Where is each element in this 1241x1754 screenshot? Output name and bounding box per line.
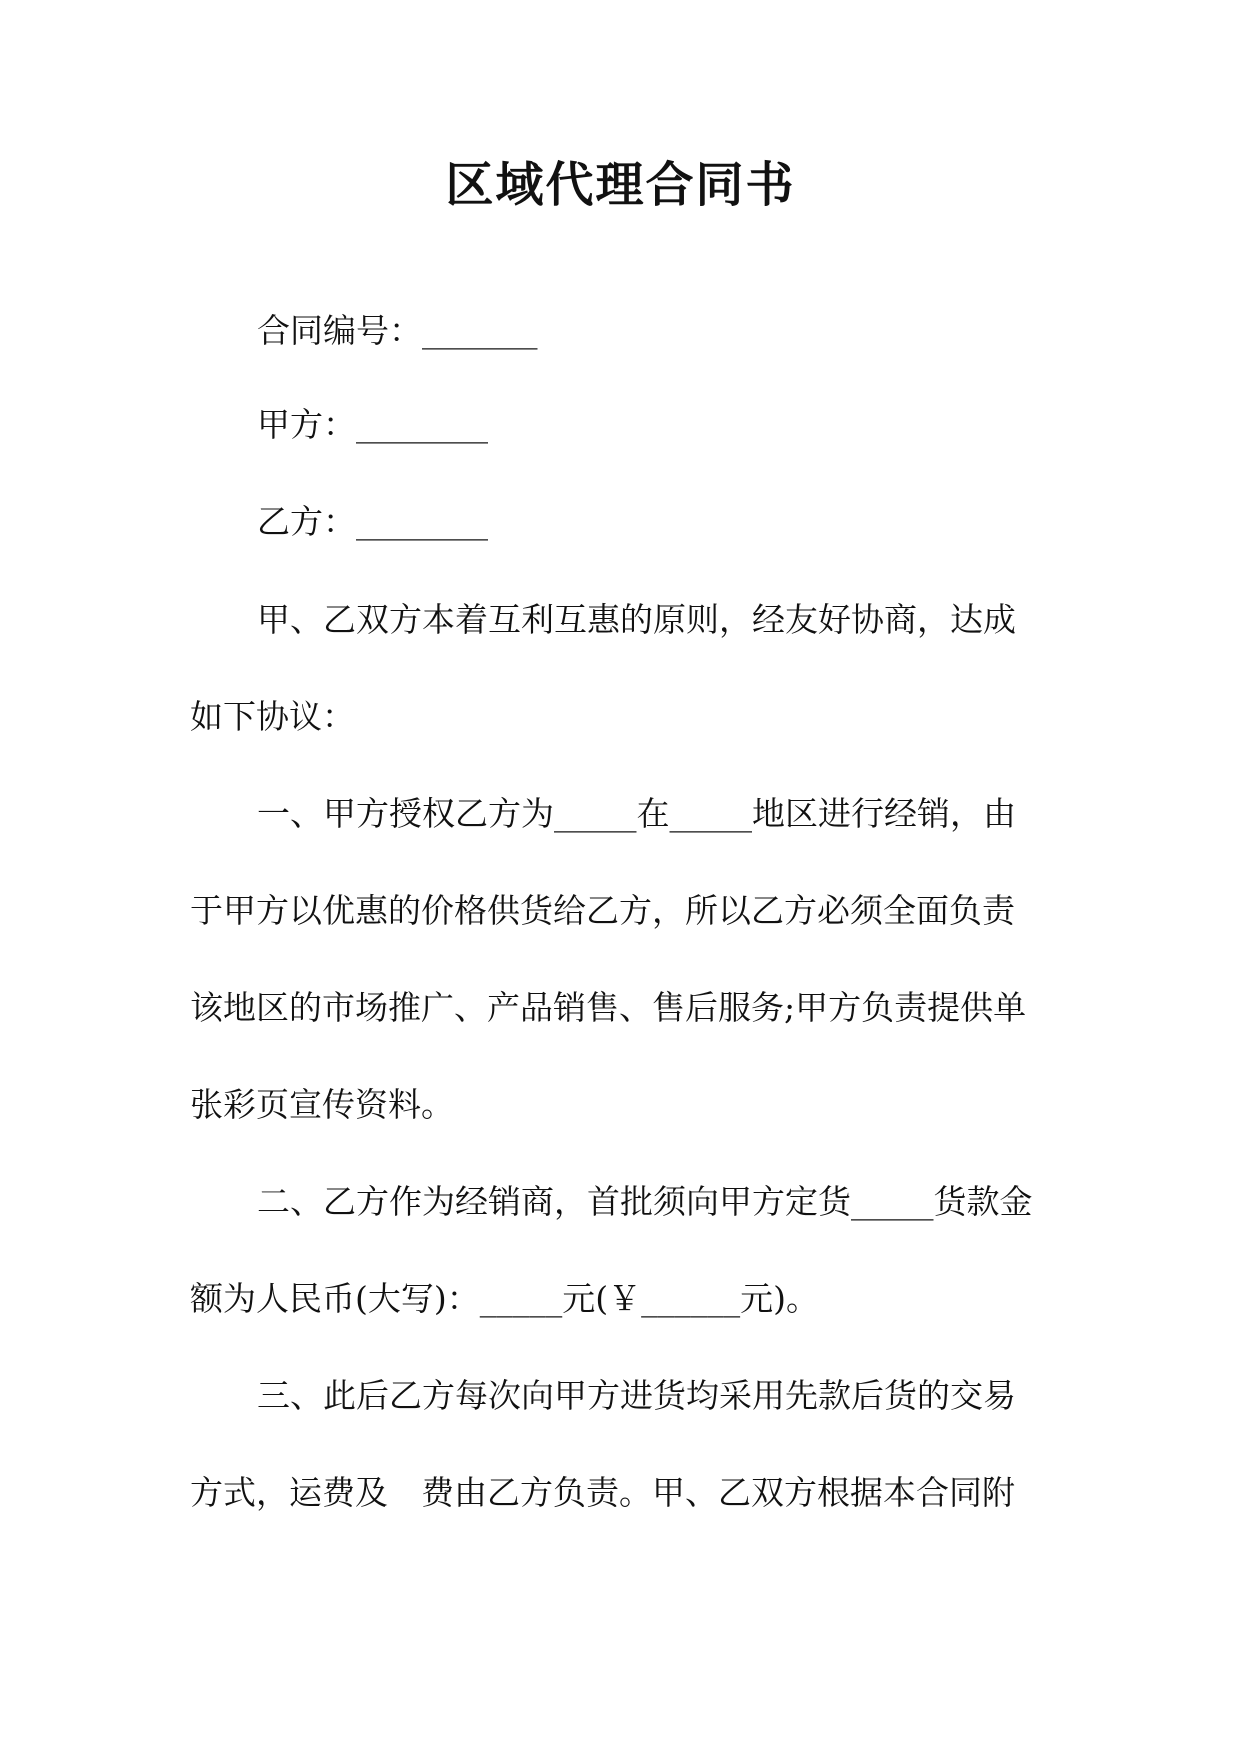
clause-3-line-2: 方式，运费及 费由乙方负责。甲、乙双方根据本合同附 [190, 1473, 1015, 1512]
clause-3-line-1: 三、此后乙方每次向甲方进货均采用先款后货的交易 [257, 1376, 1016, 1415]
contract-number-line: 合同编号：_______ [257, 311, 538, 350]
clause-1-line-4: 张彩页宣传资料。 [190, 1085, 454, 1124]
clause-1-line-1: 一、甲方授权乙方为_____在_____地区进行经销，由 [257, 794, 1016, 833]
party-a-line: 甲方：________ [257, 405, 488, 444]
clause-1-line-3: 该地区的市场推广、产品销售、售后服务;甲方负责提供单 [190, 988, 1027, 1027]
preamble-line-2: 如下协议： [190, 697, 355, 736]
clause-2-line-1: 二、乙方作为经销商，首批须向甲方定货_____货款金 [257, 1182, 1033, 1221]
clause-2-line-2: 额为人民币(大写)：_____元(￥______元)。 [190, 1279, 819, 1318]
party-b-line: 乙方：________ [257, 502, 488, 541]
clause-1-line-2: 于甲方以优惠的价格供货给乙方，所以乙方必须全面负责 [190, 891, 1015, 930]
document-title: 区域代理合同书 [445, 157, 796, 213]
preamble-line-1: 甲、乙双方本着互利互惠的原则，经友好协商，达成 [257, 600, 1016, 639]
